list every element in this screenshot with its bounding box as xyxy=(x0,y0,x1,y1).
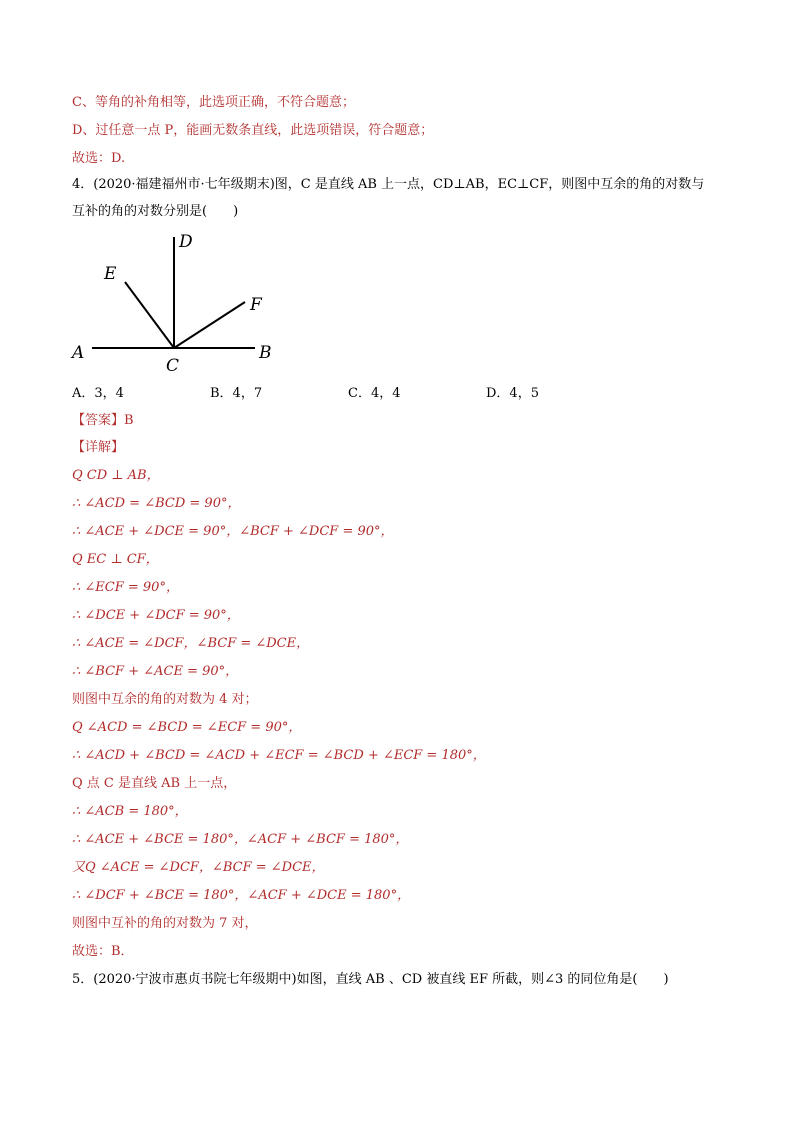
q4-option-d: D．4，5 xyxy=(486,386,539,401)
q4-detail-tag: 【详解】 xyxy=(72,440,125,455)
solution-line: 则图中互余的角的对数为 4 对； xyxy=(72,692,258,707)
solution-line: 又Q ∠ACE = ∠DCF，∠BCF = ∠DCE， xyxy=(72,860,325,875)
solution-line: Q CD ⊥ AB， xyxy=(72,468,160,483)
q4-option-a: A．3，4 xyxy=(72,386,124,401)
solution-line: ∴ ∠ACE = ∠DCF，∠BCF = ∠DCE， xyxy=(72,636,310,651)
label-c: C xyxy=(166,356,180,376)
solution-line: ∴ ∠ACE + ∠DCE = 90°，∠BCF + ∠DCF = 90°， xyxy=(72,524,394,539)
label-e: E xyxy=(104,264,117,284)
q5-stem: 5．(2020·宁波市惠贞书院七年级期中)如图，直线 AB 、CD 被直线 EF 所截，则∠3 的同位角是( ) xyxy=(72,972,669,987)
solution-line: ∴ ∠ECF = 90°， xyxy=(72,580,179,595)
ray-ce xyxy=(125,282,174,348)
option-d-explanation: D、过任意一点 P，能画无数条直线，此选项错误，符合题意； xyxy=(72,123,434,138)
ray-cf xyxy=(174,302,245,348)
q4-option-b: B．4，7 xyxy=(210,386,263,401)
solution-line: ∴ ∠ACE + ∠BCE = 180°，∠ACF + ∠BCF = 180°， xyxy=(72,832,409,847)
q4-stem-line1: 4．(2020·福建福州市·七年级期末)图，C 是直线 AB 上一点，CD⊥AB，EC⊥CF，则图中互余的角的对数与 xyxy=(72,177,705,192)
solution-line: Q ∠ACD = ∠BCD = ∠ECF = 90°， xyxy=(72,720,302,735)
label-d: D xyxy=(179,232,193,252)
solution-line: ∴ ∠DCE + ∠DCF = 90°， xyxy=(72,608,240,623)
solution-line: 则图中互补的角的对数为 7 对， xyxy=(72,916,258,931)
solution-line: ∴ ∠ACD + ∠BCD = ∠ACD + ∠ECF = ∠BCD + ∠ECF = 180°， xyxy=(72,748,486,763)
solution-line: ∴ ∠DCF + ∠BCE = 180°，∠ACF + ∠DCE = 180°， xyxy=(72,888,411,903)
q4-option-c: C．4，4 xyxy=(348,386,401,401)
solution-line: ∴ ∠BCF + ∠ACE = 90°， xyxy=(72,664,239,679)
solution-line: Q 点 C 是直线 AB 上一点， xyxy=(72,776,237,791)
solution-line: Q EC ⊥ CF， xyxy=(72,552,159,567)
label-b: B xyxy=(259,343,272,363)
option-c-explanation: C、等角的补角相等，此选项正确，不符合题意； xyxy=(72,95,355,110)
solution-line: ∴ ∠ACD = ∠BCD = 90°， xyxy=(72,496,241,511)
solution-line: 故选：B． xyxy=(72,944,134,959)
q4-answer-tag: 【答案】B xyxy=(72,413,134,428)
q4-stem-line2: 互补的角的对数分别是( ) xyxy=(72,204,239,219)
label-a: A xyxy=(72,343,85,363)
label-f: F xyxy=(250,295,262,315)
solution-line: ∴ ∠ACB = 180°， xyxy=(72,804,188,819)
prev-answer: 故选：D. xyxy=(72,151,126,166)
